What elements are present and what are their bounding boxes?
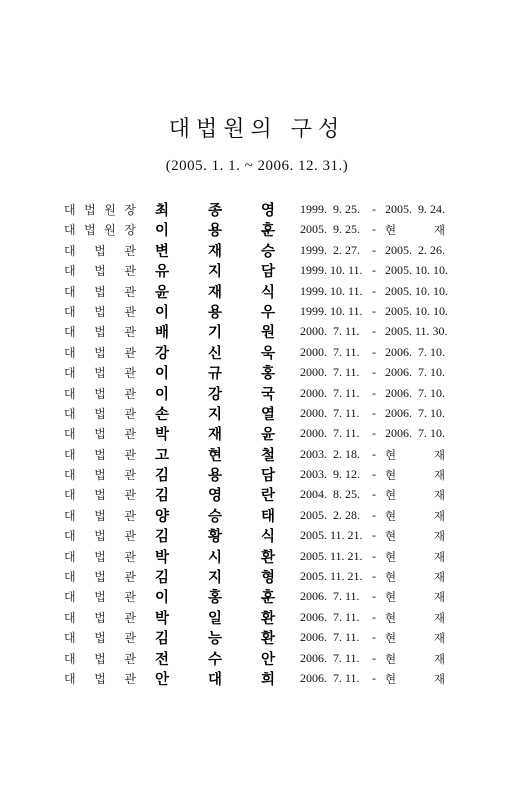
justice-position: 대 법 관: [64, 570, 136, 585]
term-separator: -: [372, 283, 376, 298]
term-end: 현 재: [385, 447, 445, 462]
term-separator: -: [372, 344, 376, 359]
term-separator: -: [372, 365, 376, 380]
term-start: 2004. 8. 25.: [300, 487, 360, 502]
justice-position: 대 법 관: [64, 284, 136, 299]
term-end: 현 재: [385, 488, 445, 503]
justice-name: 김 용 담: [155, 468, 275, 485]
justice-name: 안 대 희: [155, 671, 275, 688]
justice-row: [0, 586, 514, 606]
justice-position: 대 법 관: [64, 468, 136, 483]
justice-position: 대 법 관: [64, 529, 136, 544]
justice-name: 박 일 환: [155, 610, 275, 627]
justice-position: 대 법 원 장: [64, 223, 136, 238]
justice-position: 대 법 관: [64, 325, 136, 340]
term-separator: -: [372, 507, 376, 522]
term-start: 2005. 11. 21.: [300, 528, 363, 543]
justice-position: 대 법 관: [64, 549, 136, 564]
term-separator: -: [372, 548, 376, 563]
term-end: 현 재: [385, 671, 445, 686]
term-start: 2006. 7. 11.: [300, 630, 360, 645]
justice-position: 대 법 관: [64, 488, 136, 503]
term-end: 현 재: [385, 570, 445, 585]
term-start: 2005. 11. 21.: [300, 548, 363, 563]
term-end: 현 재: [385, 508, 445, 523]
justice-position: 대 법 원 장: [64, 203, 136, 217]
term-start: 2000. 7. 11.: [300, 385, 360, 400]
justice-position: 대 법 관: [64, 631, 136, 646]
term-start: 2006. 7. 11.: [300, 589, 360, 604]
term-start: 2000. 7. 11.: [300, 344, 360, 359]
term-start: 2000. 7. 11.: [300, 365, 360, 380]
justice-row: [0, 607, 514, 627]
justice-name: 변 재 승: [155, 243, 275, 260]
justice-row: [0, 444, 514, 464]
justice-row: [0, 546, 514, 566]
justice-list: [0, 199, 514, 688]
justice-name: 전 수 안: [155, 651, 275, 668]
justice-position: 대 법 관: [64, 427, 136, 442]
justice-position: 대 법 관: [64, 264, 136, 279]
period-range: (2005. 1. 1. ~ 2006. 12. 31.): [165, 158, 349, 174]
term-separator: -: [372, 446, 376, 461]
term-separator: -: [372, 405, 376, 420]
term-separator: -: [372, 589, 376, 604]
term-end: 현 재: [385, 631, 445, 646]
term-start: 1999. 10. 11.: [300, 303, 363, 318]
justice-row: [0, 281, 514, 301]
term-separator: -: [372, 202, 376, 216]
term-end: 현 재: [385, 549, 445, 564]
term-separator: -: [372, 609, 376, 624]
term-separator: -: [372, 263, 376, 278]
justice-position: 대 법 관: [64, 243, 136, 258]
justice-row: [0, 423, 514, 443]
justice-row: [0, 383, 514, 403]
justice-name: 박 재 윤: [155, 427, 275, 444]
justice-position: 대 법 관: [64, 447, 136, 462]
justice-name: 유 지 담: [155, 264, 275, 281]
justice-row: [0, 301, 514, 321]
justice-row: [0, 403, 514, 423]
justice-name: 이 홍 훈: [155, 590, 275, 607]
term-end: 2006. 7. 10.: [385, 344, 445, 359]
justice-row: [0, 199, 514, 219]
term-start: 2006. 7. 11.: [300, 609, 360, 624]
term-end: 현 재: [385, 223, 445, 238]
justice-name: 배 기 원: [155, 325, 275, 342]
justice-name: 이 강 국: [155, 386, 275, 403]
term-separator: -: [372, 630, 376, 645]
term-end: 2005. 10. 10.: [385, 263, 448, 278]
justice-row: [0, 362, 514, 382]
justice-name: 김 능 환: [155, 631, 275, 648]
term-separator: -: [372, 650, 376, 665]
term-start: 2005. 9. 25.: [300, 222, 360, 237]
term-start: 1999. 10. 11.: [300, 283, 363, 298]
justice-name: 이 용 우: [155, 304, 275, 321]
term-end: 현 재: [385, 590, 445, 605]
justice-row: [0, 321, 514, 341]
justice-position: 대 법 관: [64, 366, 136, 381]
term-end: 2005. 10. 10.: [385, 283, 448, 298]
justice-position: 대 법 관: [64, 406, 136, 421]
justice-name: 양 승 태: [155, 508, 275, 525]
justice-name: 김 황 식: [155, 529, 275, 546]
page-title: 대법원의 구성: [168, 117, 346, 142]
term-end: 2006. 7. 10.: [385, 405, 445, 420]
justice-name: 윤 재 식: [155, 284, 275, 301]
justice-name: 박 시 환: [155, 549, 275, 566]
justice-name: 이 규 홍: [155, 366, 275, 383]
term-start: 2000. 7. 11.: [300, 324, 360, 339]
term-end: 2006. 7. 10.: [385, 385, 445, 400]
term-start: 2003. 2. 18.: [300, 446, 360, 461]
justice-name: 손 지 열: [155, 406, 275, 423]
term-separator: -: [372, 467, 376, 482]
term-start: 2005. 11. 21.: [300, 569, 363, 584]
justice-row: [0, 505, 514, 525]
justice-position: 대 법 관: [64, 386, 136, 401]
justice-row: [0, 240, 514, 260]
justice-row: [0, 484, 514, 504]
justice-position: 대 법 관: [64, 671, 136, 686]
term-separator: -: [372, 487, 376, 502]
term-separator: -: [372, 242, 376, 257]
justice-row: [0, 260, 514, 280]
term-start: 2006. 7. 11.: [300, 670, 360, 685]
term-start: 2006. 7. 11.: [300, 650, 360, 665]
term-end: 현 재: [385, 529, 445, 544]
justice-row: [0, 668, 514, 688]
term-separator: -: [372, 569, 376, 584]
term-separator: -: [372, 385, 376, 400]
term-separator: -: [372, 324, 376, 339]
justice-name: 최 종 영: [155, 203, 275, 219]
justice-row: [0, 525, 514, 545]
term-start: 1999. 2. 27.: [300, 242, 360, 257]
justice-row: [0, 648, 514, 668]
justice-position: 대 법 관: [64, 345, 136, 360]
term-end: 2005. 2. 26.: [385, 242, 445, 257]
justice-row: [0, 219, 514, 239]
term-separator: -: [372, 670, 376, 685]
justice-position: 대 법 관: [64, 651, 136, 666]
justice-name: 고 현 철: [155, 447, 275, 464]
justice-row: [0, 627, 514, 647]
term-end: 2005. 10. 10.: [385, 303, 448, 318]
term-separator: -: [372, 303, 376, 318]
justice-name: 이 용 훈: [155, 223, 275, 240]
justice-row: [0, 464, 514, 484]
term-separator: -: [372, 222, 376, 237]
term-start: 2000. 7. 11.: [300, 405, 360, 420]
justice-position: 대 법 관: [64, 610, 136, 625]
term-separator: -: [372, 426, 376, 441]
term-end: 2005. 11. 30.: [385, 324, 448, 339]
term-separator: -: [372, 528, 376, 543]
term-end: 2006. 7. 10.: [385, 365, 445, 380]
justice-position: 대 법 관: [64, 590, 136, 605]
term-end: 2006. 7. 10.: [385, 426, 445, 441]
justice-name: 김 영 란: [155, 488, 275, 505]
justice-position: 대 법 관: [64, 304, 136, 319]
term-end: 현 재: [385, 610, 445, 625]
term-end: 현 재: [385, 468, 445, 483]
term-end: 2005. 9. 24.: [385, 202, 445, 216]
term-start: 2003. 9. 12.: [300, 467, 360, 482]
term-start: 2000. 7. 11.: [300, 426, 360, 441]
term-end: 현 재: [385, 651, 445, 666]
justice-row: [0, 566, 514, 586]
justice-name: 강 신 욱: [155, 345, 275, 362]
term-start: 1999. 10. 11.: [300, 263, 363, 278]
term-start: 2005. 2. 28.: [300, 507, 360, 522]
justice-position: 대 법 관: [64, 508, 136, 523]
term-start: 1999. 9. 25.: [300, 202, 360, 216]
justice-name: 김 지 형: [155, 570, 275, 587]
justice-row: [0, 342, 514, 362]
